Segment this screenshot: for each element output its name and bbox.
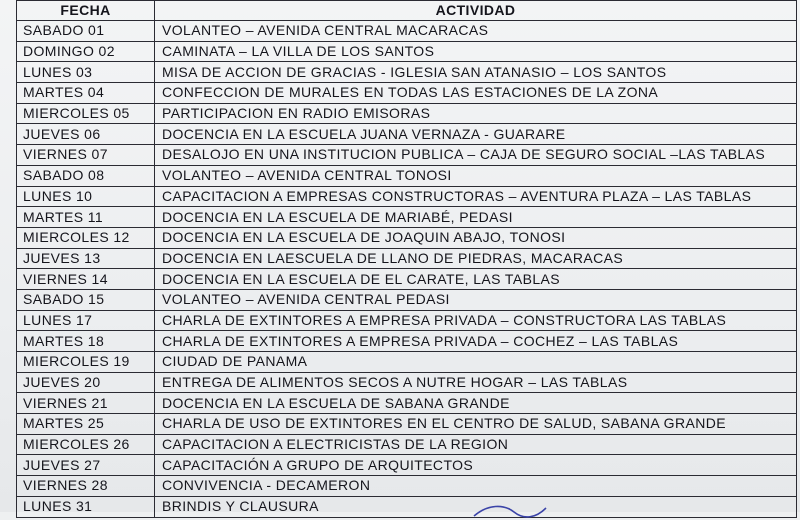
table-row	[17, 289, 797, 310]
cell-actividad: CONVIVENCIA - DECAMERON	[155, 476, 797, 497]
table-row	[17, 414, 797, 435]
table-row	[17, 165, 797, 186]
activity-schedule-table	[16, 0, 797, 518]
cell-actividad: PARTICIPACION EN RADIO EMISORAS	[155, 103, 797, 124]
cell-actividad: DESALOJO EN UNA INSTITUCION PUBLICA – CAJA DE SEGURO SOCIAL –LAS TABLAS	[155, 145, 797, 166]
table-row	[17, 186, 797, 207]
cell-fecha: MIERCOLES 05	[17, 103, 155, 124]
cell-fecha: MARTES 11	[17, 207, 155, 228]
cell-actividad: DOCENCIA EN LA ESCUELA DE SABANA GRANDE	[155, 393, 797, 414]
header-fecha: FECHA	[17, 1, 155, 21]
cell-actividad: CAMINATA – LA VILLA DE LOS SANTOS	[155, 41, 797, 62]
table-row	[17, 393, 797, 414]
cell-actividad: CIUDAD DE PANAMA	[155, 352, 797, 373]
cell-actividad: CAPACITACIÓN A GRUPO DE ARQUITECTOS	[155, 455, 797, 476]
header-actividad: ACTIVIDAD	[155, 1, 797, 21]
table-row	[17, 103, 797, 124]
cell-actividad: CHARLA DE EXTINTORES A EMPRESA PRIVADA – CONSTRUCTORA LAS TABLAS	[155, 310, 797, 331]
table-row	[17, 248, 797, 269]
cell-fecha: SABADO 08	[17, 165, 155, 186]
cell-fecha: MIERCOLES 19	[17, 352, 155, 373]
cell-actividad: CHARLA DE EXTINTORES A EMPRESA PRIVADA – COCHEZ – LAS TABLAS	[155, 331, 797, 352]
cell-fecha: JUEVES 20	[17, 372, 155, 393]
cell-fecha: VIERNES 14	[17, 269, 155, 290]
cell-actividad: VOLANTEO – AVENIDA CENTRAL TONOSI	[155, 165, 797, 186]
table-row	[17, 124, 797, 145]
cell-fecha: VIERNES 21	[17, 393, 155, 414]
table-row	[17, 207, 797, 228]
table-row	[17, 145, 797, 166]
cell-actividad: DOCENCIA EN LA ESCUELA DE JOAQUIN ABAJO, TONOSI	[155, 227, 797, 248]
table-row	[17, 83, 797, 104]
cell-actividad: MISA DE ACCION DE GRACIAS - IGLESIA SAN ATANASIO – LOS SANTOS	[155, 62, 797, 83]
cell-actividad: CONFECCION DE MURALES EN TODAS LAS ESTACIONES DE LA ZONA	[155, 83, 797, 104]
table-row	[17, 310, 797, 331]
cell-fecha: JUEVES 27	[17, 455, 155, 476]
table-row	[17, 331, 797, 352]
cell-actividad: DOCENCIA EN LA ESCUELA DE MARIABÉ, PEDASI	[155, 207, 797, 228]
cell-fecha: JUEVES 06	[17, 124, 155, 145]
cell-actividad: DOCENCIA EN LAESCUELA DE LLANO DE PIEDRAS, MACARACAS	[155, 248, 797, 269]
cell-fecha: LUNES 31	[17, 496, 155, 517]
table-row	[17, 434, 797, 455]
cell-fecha: MARTES 18	[17, 331, 155, 352]
cell-actividad: CAPACITACION A EMPRESAS CONSTRUCTORAS – AVENTURA PLAZA – LAS TABLAS	[155, 186, 797, 207]
table-row	[17, 41, 797, 62]
cell-actividad: VOLANTEO – AVENIDA CENTRAL PEDASI	[155, 289, 797, 310]
table-body	[17, 21, 797, 518]
table-row	[17, 352, 797, 373]
cell-actividad: DOCENCIA EN LA ESCUELA DE EL CARATE, LAS TABLAS	[155, 269, 797, 290]
signature-mark	[470, 500, 550, 520]
table-row	[17, 62, 797, 83]
cell-actividad: VOLANTEO – AVENIDA CENTRAL MACARACAS	[155, 21, 797, 42]
cell-fecha: MARTES 25	[17, 414, 155, 435]
cell-actividad: BRINDIS Y CLAUSURA	[155, 496, 797, 517]
table-row	[17, 455, 797, 476]
cell-fecha: SABADO 01	[17, 21, 155, 42]
table-header-row	[17, 1, 797, 21]
table-row	[17, 476, 797, 497]
table-row	[17, 21, 797, 42]
cell-fecha: MARTES 04	[17, 83, 155, 104]
cell-fecha: LUNES 10	[17, 186, 155, 207]
cell-fecha: MIERCOLES 12	[17, 227, 155, 248]
cell-fecha: VIERNES 07	[17, 145, 155, 166]
table-row	[17, 496, 797, 517]
table-row	[17, 269, 797, 290]
cell-actividad: CHARLA DE USO DE EXTINTORES EN EL CENTRO DE SALUD, SABANA GRANDE	[155, 414, 797, 435]
cell-fecha: DOMINGO 02	[17, 41, 155, 62]
cell-actividad: DOCENCIA EN LA ESCUELA JUANA VERNAZA - GUARARE	[155, 124, 797, 145]
table-row	[17, 227, 797, 248]
cell-fecha: VIERNES 28	[17, 476, 155, 497]
table-row	[17, 372, 797, 393]
cell-fecha: LUNES 03	[17, 62, 155, 83]
cell-actividad: CAPACITACION A ELECTRICISTAS DE LA REGION	[155, 434, 797, 455]
cell-fecha: SABADO 15	[17, 289, 155, 310]
cell-fecha: JUEVES 13	[17, 248, 155, 269]
cell-fecha: LUNES 17	[17, 310, 155, 331]
cell-actividad: ENTREGA DE ALIMENTOS SECOS A NUTRE HOGAR – LAS TABLAS	[155, 372, 797, 393]
cell-fecha: MIERCOLES 26	[17, 434, 155, 455]
